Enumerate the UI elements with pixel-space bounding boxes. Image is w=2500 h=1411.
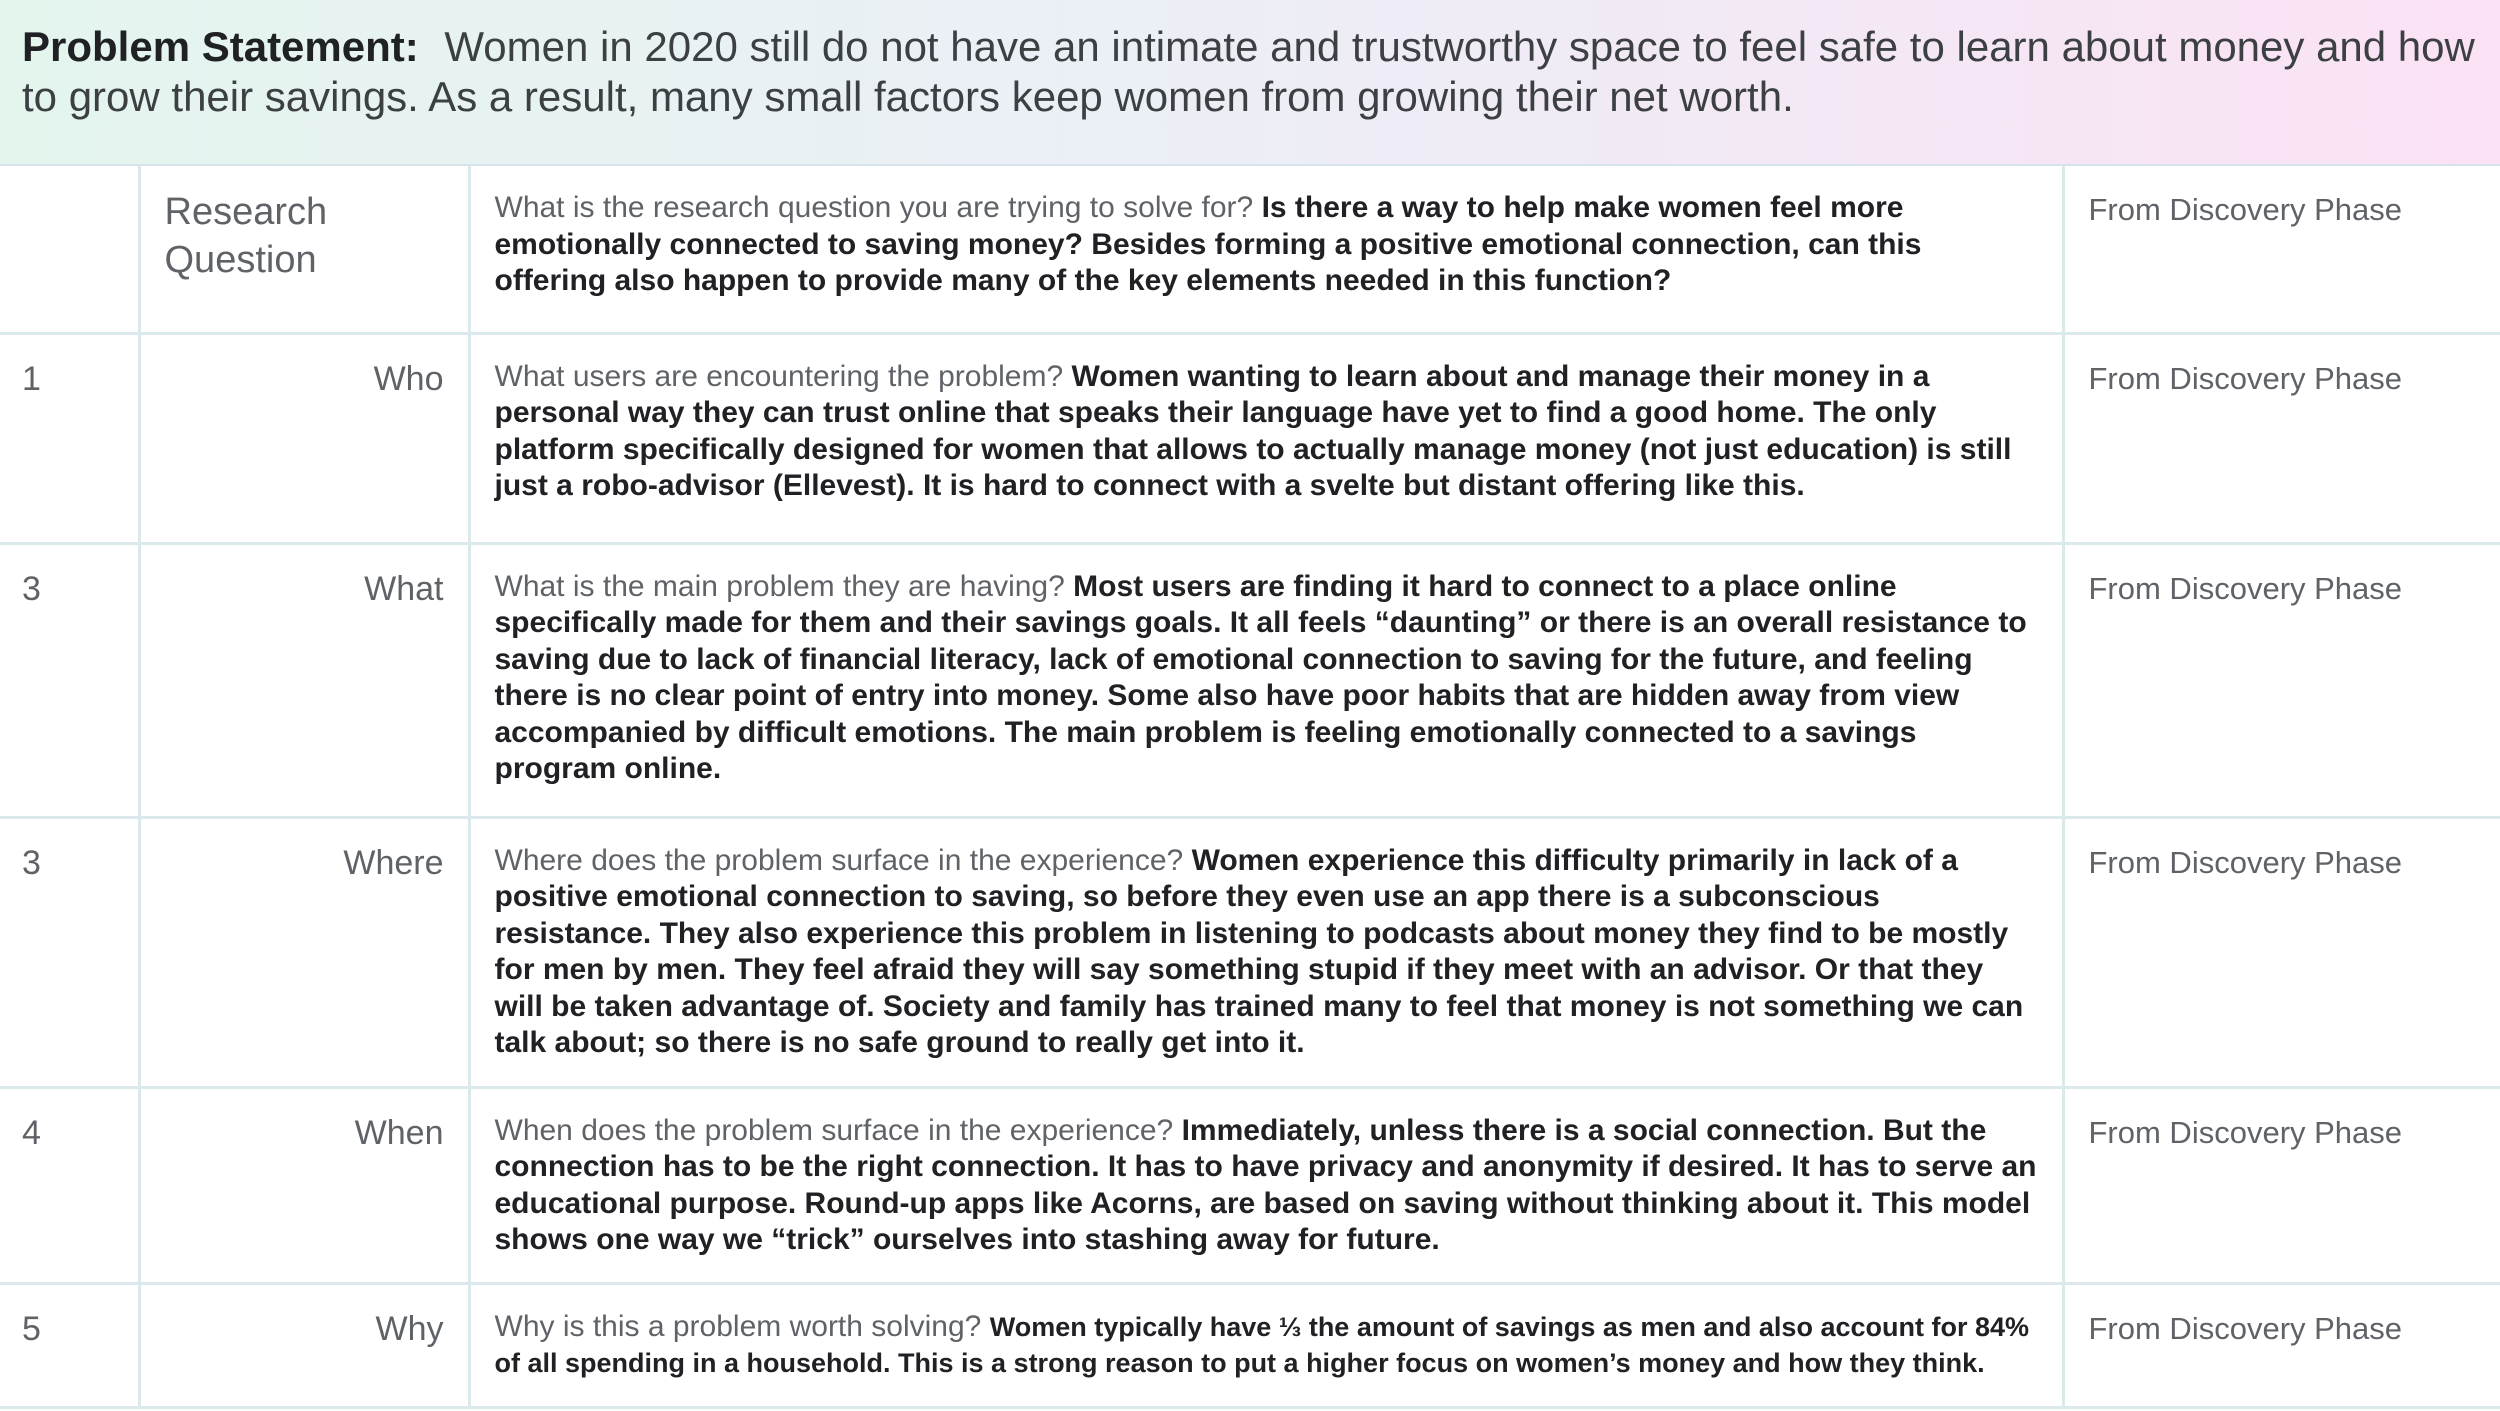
row-content <box>469 166 2063 333</box>
row-question: When does the problem surface in the experience? <box>494 1113 1174 1147</box>
row-content <box>469 1087 2063 1283</box>
row-answer: Women typically have ⅓ the amount of savings as men and also account for 84% of all spending in a household. This is a strong reason to put a higher focus on women’s money and how they think. <box>494 1311 2029 1378</box>
row-label: What <box>139 543 469 817</box>
row-source: From Discovery Phase <box>2063 1283 2500 1407</box>
row-source: From Discovery Phase <box>2063 1087 2500 1283</box>
row-number: 3 <box>0 543 139 817</box>
table-row <box>0 1283 2500 1407</box>
row-answer: Women wanting to learn about and manage their money in a personal way they can trust online that speaks their language have yet to find a good home. The only platform specifically designed for women that allows to actually manage money (not just education) is still just a robo-advisor (Ellevest). It is hard to connect with a svelte but distant offering like this. <box>494 359 2012 502</box>
row-number: 4 <box>0 1087 139 1283</box>
row-question: What users are encountering the problem? <box>494 359 1064 393</box>
table-row <box>0 166 2500 333</box>
row-answer: Most users are finding it hard to connect to a place online specifically made for them and their savings goals. It all feels “daunting” or there is an overall resistance to saving due to lack of financial literacy, lack of emotional connection to saving for the future, and feeling there is no clear point of entry into money. Some also have poor habits that are hidden away from view accompanied by difficult emotions. The main problem is feeling emotionally connected to a savings program online. <box>494 569 2027 785</box>
row-content <box>469 817 2063 1087</box>
research-table <box>0 166 2500 1409</box>
row-source: From Discovery Phase <box>2063 166 2500 333</box>
row-question: Where does the problem surface in the experience? <box>494 843 1184 877</box>
row-content <box>469 543 2063 817</box>
row-label: Research Question <box>139 166 469 333</box>
table-row <box>0 1087 2500 1283</box>
table-row <box>0 817 2500 1087</box>
table-row <box>0 543 2500 817</box>
row-answer: Women experience this difficulty primarily in lack of a positive emotional connection to saving, so before they even use an app there is a subconscious resistance. They also experience this problem in listening to podcasts about money they find to be mostly for men by men. They feel afraid they will say something stupid if they meet with an advisor. Or that they will be taken advantage of. Society and family has trained many to feel that money is not something we can talk about; so there is no safe ground to really get into it. <box>494 843 2024 1059</box>
row-answer: Immediately, unless there is a social connection. But the connection has to be the right connection. It has to have privacy and anonymity if desired. It has to serve an educational purpose. Round-up apps like Acorns, are based on saving without thinking about it. This model shows one way we “trick” ourselves into stashing away for future. <box>494 1113 2037 1256</box>
row-content <box>469 333 2063 543</box>
problem-statement-label: Problem Statement: <box>22 23 419 70</box>
row-number: 5 <box>0 1283 139 1407</box>
row-label: Why <box>139 1283 469 1407</box>
problem-statement <box>0 0 2500 166</box>
row-label: Where <box>139 817 469 1087</box>
row-question: Why is this a problem worth solving? <box>494 1309 982 1343</box>
row-question: What is the research question you are trying to solve for? <box>494 191 1254 224</box>
row-answer: Is there a way to help make women feel more emotionally connected to saving money? Besides forming a positive emotional connection, can this offering also happen to provide many of the key elements needed in this function? <box>494 191 1922 297</box>
row-source: From Discovery Phase <box>2063 543 2500 817</box>
row-number: 1 <box>0 333 139 543</box>
row-question: What is the main problem they are having? <box>494 569 1065 603</box>
row-label: When <box>139 1087 469 1283</box>
row-number: 3 <box>0 817 139 1087</box>
row-source: From Discovery Phase <box>2063 333 2500 543</box>
row-source: From Discovery Phase <box>2063 817 2500 1087</box>
table-row <box>0 333 2500 543</box>
row-content <box>469 1283 2063 1407</box>
row-label: Who <box>139 333 469 543</box>
row-number <box>0 166 139 333</box>
problem-statement-text: Women in 2020 still do not have an intimate and trustworthy space to feel safe to learn about money and how to grow their savings. As a result, many small factors keep women from growing their net worth. <box>22 23 2475 120</box>
